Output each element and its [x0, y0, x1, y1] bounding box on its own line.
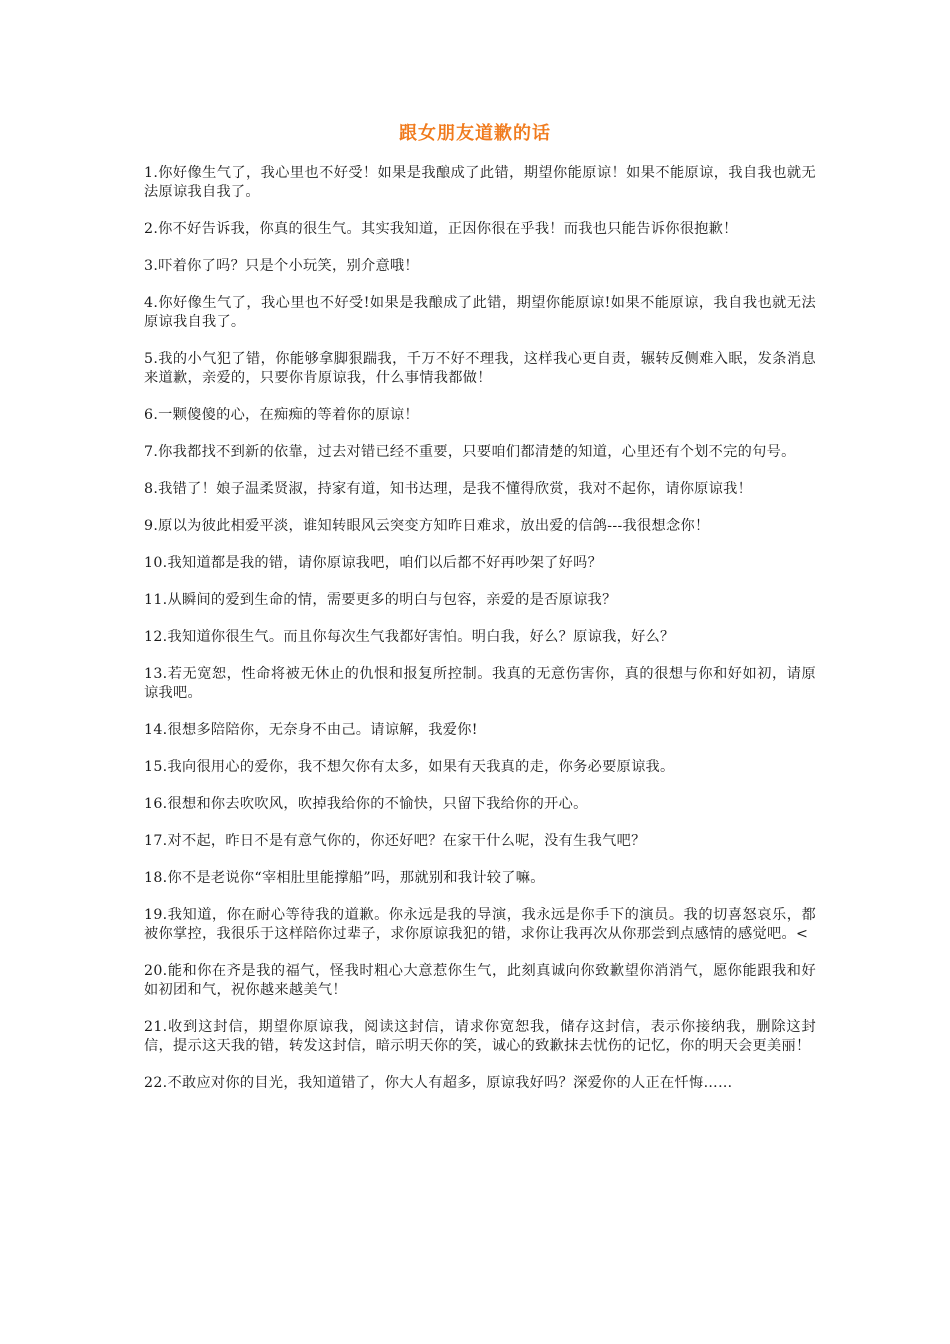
- paragraph-10: 10.我知道都是我的错，请你原谅我吧，咱们以后都不好再吵架了好吗？: [144, 555, 603, 571]
- paragraph-3: 3.吓着你了吗？只是个小玩笑，别介意哦！: [144, 258, 419, 274]
- paragraph-11: 11.从瞬间的爱到生命的情，需要更多的明白与包容，亲爱的是否原谅我？: [144, 592, 617, 608]
- paragraph-20: 20.能和你在齐是我的福气，怪我时粗心大意惹你生气，此刻真诚向你致歉望你消消气，愿你能跟我和好如初团和气，祝你越来越美气！: [144, 963, 816, 998]
- paragraph-6: 6.一颗傻傻的心，在痴痴的等着你的原谅！: [144, 407, 419, 423]
- paragraph-9: 9.原以为彼此相爱平淡，谁知转眼风云突变方知昨日难求，放出爱的信鸽---我很想念你！: [144, 518, 710, 534]
- paragraph-15: 15.我向很用心的爱你，我不想欠你有太多，如果有天我真的走，你务必要原谅我。: [144, 759, 675, 775]
- paragraph-18: 18.你不是老说你“宰相肚里能撑船”吗，那就别和我计较了嘛。: [144, 870, 545, 886]
- paragraph-8: 8.我错了！娘子温柔贤淑，持家有道，知书达理，是我不懂得欣赏，我对不起你，请你原谅我！: [144, 481, 753, 497]
- paragraph-7: 7.你我都找不到新的依靠，过去对错已经不重要，只要咱们都清楚的知道，心里还有个划不完的句号。: [144, 444, 796, 460]
- paragraph-21: 21.收到这封信，期望你原谅我，阅读这封信，请求你宽恕我，储存这封信，表示你接纳我，删除这封信，提示这天我的错，转发这封信，暗示明天你的笑，诚心的致歉抹去忧伤的记忆，你的明天会更美丽！: [144, 1019, 816, 1054]
- paragraph-22: 22.不敢应对你的目光，我知道错了，你大人有超多，原谅我好吗？深爱你的人正在忏悔……: [144, 1075, 733, 1091]
- document-title: 跟女朋友道歉的话: [399, 123, 551, 144]
- paragraph-13: 13.若无宽恕，性命将被无休止的仇恨和报复所控制。我真的无意伤害你，真的很想与你和好如初，请原谅我吧。: [144, 666, 816, 701]
- paragraph-12: 12.我知道你很生气。而且你每次生气我都好害怕。明白我，好么？原谅我，好么？: [144, 629, 675, 645]
- paragraph-17: 17.对不起，昨日不是有意气你的，你还好吧？在家干什么呢，没有生我气吧？: [144, 833, 646, 849]
- paragraph-19: 19.我知道，你在耐心等待我的道歉。你永远是我的导演，我永远是你手下的演员。我的切喜怒哀乐，都被你掌控，我很乐于这样陪你过辈子，求你原谅我犯的错，求你让我再次从你那尝到点感情的感觉吧。<: [144, 907, 816, 942]
- document-body: [144, 164, 816, 1111]
- paragraph-16: 16.很想和你去吹吹风，吹掉我给你的不愉快，只留下我给你的开心。: [144, 796, 588, 812]
- paragraph-4: 4.你好像生气了，我心里也不好受!如果是我酿成了此错，期望你能原谅!如果不能原谅，我自我也就无法原谅我自我了。: [144, 295, 816, 330]
- paragraph-2: 2.你不好告诉我，你真的很生气。其实我知道，正因你很在乎我！而我也只能告诉你很抱歉！: [144, 221, 738, 237]
- paragraph-1: 1.你好像生气了，我心里也不好受！如果是我酿成了此错，期望你能原谅！如果不能原谅，我自我也就无法原谅我自我了。: [144, 165, 816, 200]
- paragraph-5: 5.我的小气犯了错，你能够拿脚狠踹我，千万不好不理我，这样我心更自责，辗转反侧难入眠，发条消息来道歉，亲爱的，只要你肯原谅我，什么事情我都做！: [144, 351, 816, 386]
- paragraph-14: 14.很想多陪陪你，无奈身不由己。请谅解，我爱你!: [144, 722, 478, 738]
